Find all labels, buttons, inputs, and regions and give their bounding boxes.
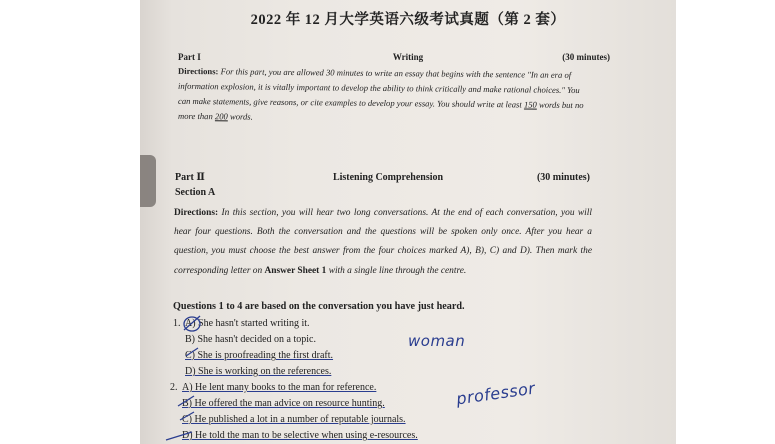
slash-mark-q2-d: [166, 432, 192, 440]
question-1-option-a: A) She hasn't started writing it.: [185, 318, 310, 329]
questions-heading: Questions 1 to 4 are based on the conversation you have just heard.: [173, 301, 465, 312]
question-1-option-d: D) She is working on the references.: [185, 366, 332, 377]
part1-directions-text-a: For this part, you are allowed 30 minutes to write an essay that begins with the sentence "In an era of information explosion, it is vitally important to develop the ability to think critically and make rational choices." You can make statements, give reasons, or cite examples to develop your essay. You should write at least: [178, 66, 580, 110]
part2-directions-text-a: In this section, you will hear two long conversations. At the end of each conversation, you will hear four questions. Both the conversation and the questions will be spoken only once. After you hear a question, you must choose the best answer from the four choices marked A), B), C) and D). Then mark the corresponding letter on: [174, 208, 592, 276]
left-margin: [0, 0, 140, 444]
slash-mark-q2-c: [180, 412, 194, 420]
slash-mark-q1-c: [186, 348, 198, 356]
circle-mark-q1-a: [184, 317, 200, 331]
part1-directions-text-b: words but no more than: [178, 99, 584, 122]
exam-paper-photo: [140, 0, 676, 444]
page-title: 2022 年 12 月大学英语六级考试真题（第 2 套）: [250, 12, 566, 28]
answer-sheet-label: Answer Sheet 1: [264, 265, 327, 276]
part2-directions-text-b: with a single line through the centre.: [326, 265, 467, 276]
question-2-option-c: C) He published a lot in a number of reputable journals.: [182, 414, 406, 425]
part1-label: Part I: [178, 52, 201, 62]
section-a-label: Section A: [175, 187, 216, 198]
handwritten-note-professor: professor: [455, 378, 537, 409]
part2-time: (30 minutes): [536, 172, 590, 183]
question-2-option-d: D) He told the man to be selective when using e-resources.: [182, 430, 418, 441]
question-2-option-a: A) He lent many books to the man for reference.: [182, 382, 377, 393]
slash-mark-q2-b: [178, 396, 194, 406]
part1-time: (30 minutes): [562, 52, 610, 62]
question-2-number: 2.: [170, 382, 178, 393]
question-1-number: 1.: [173, 318, 181, 329]
question-2-option-b: B) He offered the man advice on resource hunting.: [182, 398, 385, 409]
pen-marks: [140, 0, 676, 444]
part1-max-words: 200: [214, 111, 228, 122]
slash-mark-q1-a: [184, 316, 200, 330]
binder-tab: [140, 155, 156, 207]
right-margin: [676, 0, 775, 444]
handwritten-note-woman: woman: [408, 332, 466, 350]
part1-min-words: 150: [523, 99, 537, 110]
part1-directions-label: Directions:: [178, 65, 219, 77]
part1-name: Writing: [392, 52, 424, 62]
part2-label: Part Ⅱ: [175, 172, 205, 183]
question-1-option-b: B) She hasn't decided on a topic.: [185, 334, 316, 345]
part2-name: Listening Comprehension: [332, 172, 444, 183]
part1-directions-text-c: words.: [227, 111, 253, 122]
part2-directions-label: Directions:: [174, 208, 219, 218]
question-1-option-c: C) She is proofreading the first draft.: [185, 350, 334, 361]
